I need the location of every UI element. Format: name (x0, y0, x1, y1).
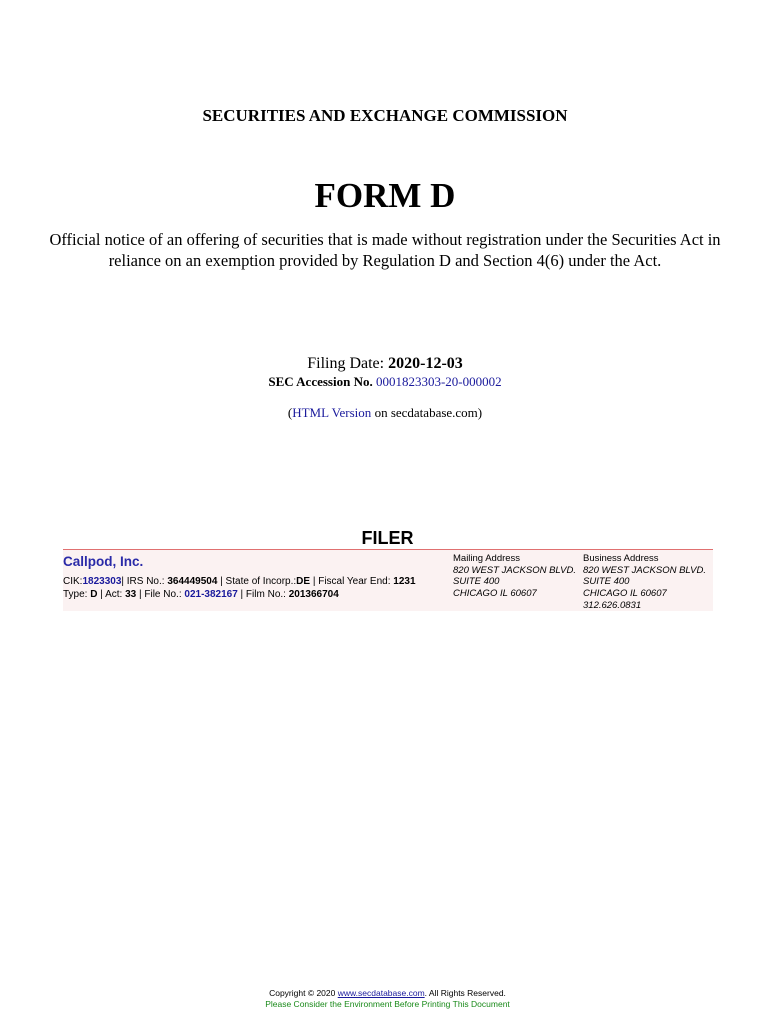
business-address-heading: Business Address (583, 553, 659, 564)
irs-label: | IRS No.: (121, 576, 168, 587)
state-label: | State of Incorp.: (217, 576, 297, 587)
accession-label: SEC Accession No. (268, 374, 376, 389)
file-no-label: | File No.: (136, 589, 185, 600)
business-phone: 312.626.0831 (583, 599, 642, 611)
irs-value: 364449504 (167, 576, 218, 587)
mailing-address-line2: SUITE 400 (453, 576, 500, 588)
file-no-value[interactable]: 021-382167 (184, 589, 238, 600)
cik-value[interactable]: 1823303 (82, 576, 122, 587)
form-title: FORM D (314, 176, 456, 215)
act-value: 33 (125, 589, 137, 600)
fye-label: | Fiscal Year End: (310, 576, 394, 587)
film-no-label: | Film No.: (237, 589, 289, 600)
film-no-value: 201366704 (288, 589, 339, 600)
html-version-rest: on secdatabase.com) (371, 405, 483, 420)
filer-identifiers (63, 576, 416, 587)
business-address (583, 553, 706, 612)
filing-date (0, 355, 770, 373)
accession-value: 0001823303-20-000002 (375, 374, 502, 389)
filing-date-label: Filing Date: (307, 355, 389, 372)
company-name: Callpod, Inc. (63, 554, 144, 569)
form-description: Official notice of an offering of securities that is made without registration under the Securities Act in reliance on an exemption provided by Regulation D and Section 4(6) under the Act. (49, 230, 721, 270)
business-address-line2: SUITE 400 (583, 576, 630, 588)
type-value: D (90, 589, 98, 600)
copyright-pre: Copyright © 2020 (269, 988, 338, 998)
business-address-line3: CHICAGO IL 60607 (583, 588, 667, 600)
state-value: DE (296, 576, 311, 587)
business-address-line1: 820 WEST JACKSON BLVD. (583, 564, 707, 576)
filer-heading: FILER (361, 528, 414, 548)
filer-filing-info (63, 589, 339, 600)
act-label: | Act: (97, 589, 126, 600)
mailing-address-heading: Mailing Address (453, 553, 521, 564)
fye-value: 1231 (393, 576, 416, 587)
mailing-address (453, 553, 576, 600)
environment-note: Please Consider the Environment Before Printing This Document (265, 999, 510, 1009)
html-version-link[interactable]: HTML Version (292, 405, 372, 420)
html-version-line (0, 405, 770, 421)
mailing-address-line1: 820 WEST JACKSON BLVD. (453, 564, 577, 576)
accession-number (0, 374, 770, 390)
mailing-address-line3: CHICAGO IL 60607 (453, 588, 537, 600)
cik-label: CIK: (63, 576, 83, 587)
copyright-post: . All Rights Reserved. (424, 988, 506, 998)
copyright-notice (0, 988, 770, 998)
agency-heading: SECURITIES AND EXCHANGE COMMISSION (202, 106, 568, 125)
secdatabase-link[interactable]: www.secdatabase.com (337, 988, 425, 998)
filing-date-value: 2020-12-03 (388, 355, 463, 372)
type-label: Type: (63, 589, 91, 600)
html-version-open: ( (287, 405, 293, 420)
